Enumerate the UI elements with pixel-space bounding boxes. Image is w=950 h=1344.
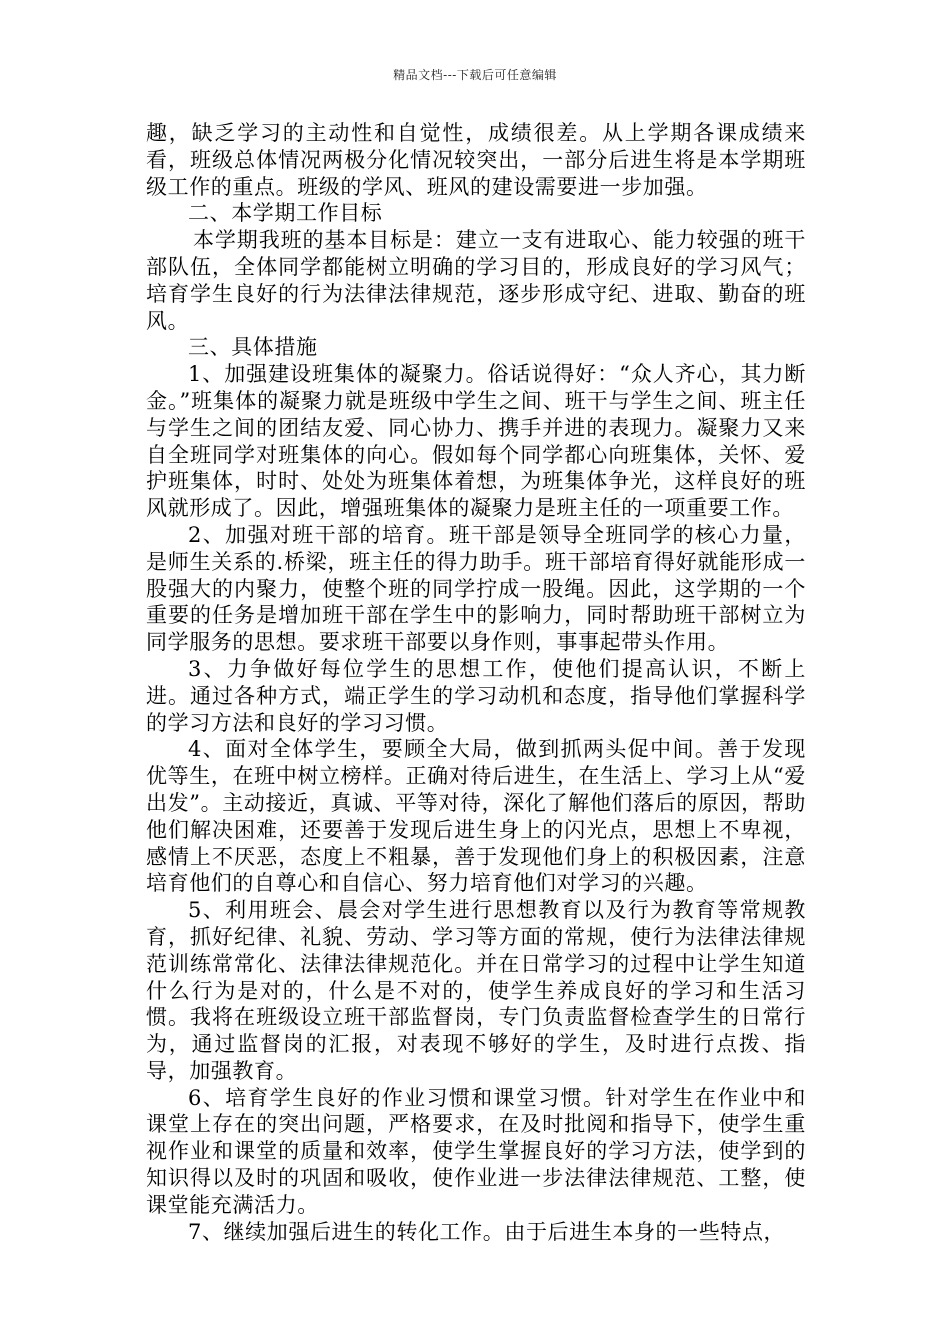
paragraph-measure-3: 3、力争做好每位学生的思想工作，使他们提高认识，不断上进。通过各种方式，端正学生的学习动机和态度，指导他们掌握科学的学习方法和良好的学习习惯。 xyxy=(146,656,806,735)
paragraph-measure-4: 4、面对全体学生，要顾全大局，做到抓两头促中间。善于发现优等生，在班中树立榜样。正确对待后进生，在生活上、学习上从“爱出发”。主动接近，真诚、平等对待，深化了解他们落后的原因，帮助他们解决困难，还要善于发现后进生身上的闪光点，思想上不卑视，感情上不厌恶，态度上不粗暴，善于发现他们身上的积极因素，注意培育他们的自尊心和自信心、努力培育他们对学习的兴趣。 xyxy=(146,737,806,896)
section-heading-goals: 二、本学期工作目标 xyxy=(188,201,383,226)
paragraph-measure-2: 2、加强对班干部的培育。班干部是领导全班同学的核心力量，是师生关系的.桥梁，班主任的得力助手。班干部培育得好就能形成一股强大的内聚力，使整个班的同学拧成一股绳。因此，这学期的一个重要的任务是增加班干部在学生中的影响力，同时帮助班干部树立为同学服务的思想。要求班干部要以身作则，事事起带头作用。 xyxy=(146,522,806,655)
paragraph-measure-1: 1、加强建设班集体的凝聚力。俗话说得好：“众人齐心，其力断金。”班集体的凝聚力就是班级中学生之间、班干与学生之间、班主任与学生之间的团结友爱、同心协力、携手并进的表现力。凝聚力又来自全班同学对班集体的向心。假如每个同学都心向班集体，关怀、爱护班集体，时时、处处为班集体着想，为班集体争光，这样良好的班风就形成了。因此，增强班集体的凝聚力是班主任的一项重要工作。 xyxy=(146,362,806,521)
document-body xyxy=(146,120,806,1245)
section-heading-measures: 三、具体措施 xyxy=(188,335,318,360)
paragraph-goals: 本学期我班的基本目标是：建立一支有进取心、能力较强的班干部队伍，全体同学都能树立明确的学习目的，形成良好的学习风气；培育学生良好的行为法律法律规范，逐步形成守纪、进取、勤奋的班风。 xyxy=(146,228,806,333)
paragraph-measure-7: 7、继续加强后进生的转化工作。由于后进生本身的一些特点， xyxy=(188,1219,786,1244)
page-header: 精品文档---下载后可任意编辑 xyxy=(393,68,557,82)
paragraph-measure-5: 5、利用班会、晨会对学生进行思想教育以及行为教育等常规教育，抓好纪律、礼貌、劳动、学习等方面的常规，使行为法律法律规范训练常常化、法律法律规范化。并在日常学习的过程中让学生知道什么行为是对的，什么是不对的，使学生养成良好的学习和生活习惯。我将在班级设立班干部监督岗，专门负责监督检查学生的日常行为，通过监督岗的汇报，对表现不够好的学生，及时进行点拨、指导，加强教育。 xyxy=(146,898,806,1083)
paragraph-intro: 趣，缺乏学习的主动性和自觉性，成绩很差。从上学期各课成绩来看，班级总体情况两极分化情况较突出，一部分后进生将是本学期班级工作的重点。班级的学风、班风的建设需要进一步加强。 xyxy=(146,121,806,199)
paragraph-measure-6: 6、培育学生良好的作业习惯和课堂习惯。针对学生在作业中和课堂上存在的突出问题，严格要求，在及时批阅和指导下，使学生重视作业和课堂的质量和效率，使学生掌握良好的学习方法，使学到的知识得以及时的巩固和吸收，使作业进一步法律法律规范、工整，使课堂能充满活力。 xyxy=(146,1085,806,1217)
